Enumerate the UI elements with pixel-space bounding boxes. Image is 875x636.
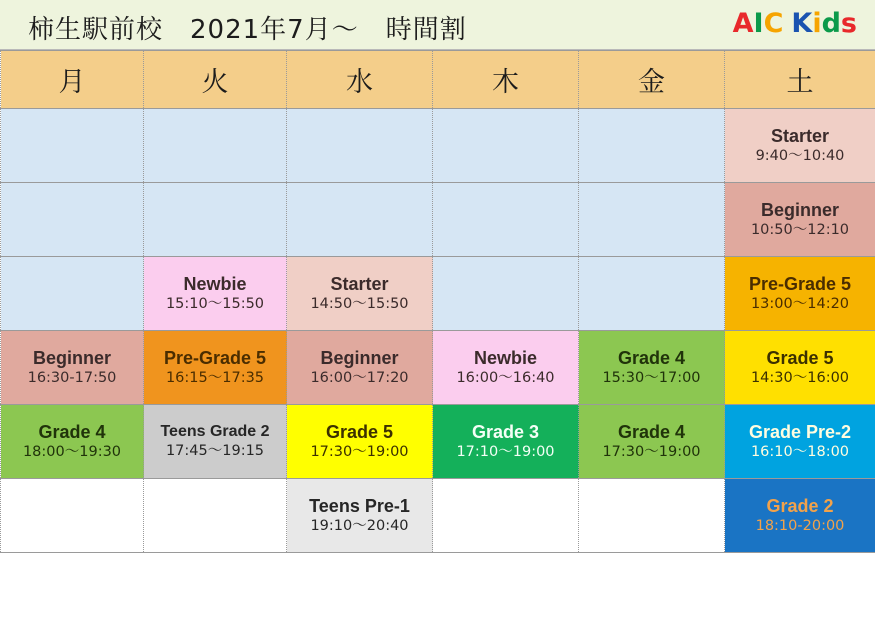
class-time-label: 17:30〜19:00 (602, 444, 701, 461)
timetable-header-row (1, 51, 875, 109)
class-time-label: 14:30〜16:00 (750, 370, 850, 387)
class-cell[interactable] (1, 405, 144, 479)
day-header-thu: 木 (433, 51, 579, 109)
class-time-label: 17:10〜19:00 (456, 444, 555, 461)
class-cell[interactable] (579, 331, 725, 405)
empty-cell (433, 479, 579, 553)
class-cell[interactable] (144, 257, 287, 331)
table-row (1, 479, 875, 553)
class-level-label: Pre-Grade 5 (163, 347, 267, 368)
empty-cell (579, 183, 725, 257)
class-level-label: Pre-Grade 5 (748, 273, 852, 294)
class-time-label: 18:10-20:00 (755, 518, 845, 535)
class-time-label: 16:00〜16:40 (456, 370, 555, 387)
class-time-label: 16:00〜17:20 (310, 370, 409, 387)
class-cell[interactable] (725, 479, 875, 553)
class-level-label: Newbie (473, 347, 538, 368)
class-level-label: Beginner (320, 347, 399, 368)
class-time-label: 15:10〜15:50 (165, 296, 265, 313)
class-time-label: 16:30-17:50 (27, 370, 117, 387)
table-row (1, 183, 875, 257)
logo-letter-i2: i (812, 8, 822, 39)
table-row (1, 257, 875, 331)
class-time-label: 19:10〜20:40 (310, 518, 409, 535)
logo-letter-a: A (732, 8, 754, 39)
class-level-label: Newbie (183, 273, 247, 294)
class-cell[interactable] (287, 479, 433, 553)
table-row (1, 109, 875, 183)
empty-cell (579, 109, 725, 183)
page-title: 柿生駅前校 2021年7月〜 時間割 (28, 15, 467, 45)
class-level-label: Grade 2 (766, 495, 834, 516)
class-level-label: Grade 4 (38, 421, 106, 442)
class-cell[interactable] (579, 405, 725, 479)
class-cell[interactable] (144, 331, 287, 405)
class-time-label: 9:40〜10:40 (755, 148, 845, 165)
class-level-label: Beginner (32, 347, 111, 368)
class-level-label: Grade 4 (617, 421, 686, 442)
table-row (1, 331, 875, 405)
empty-cell (1, 109, 144, 183)
class-time-label: 18:00〜19:30 (22, 444, 122, 461)
logo-letter-c: C (763, 8, 784, 39)
class-level-label: Teens Grade 2 (160, 423, 270, 441)
empty-cell (579, 257, 725, 331)
empty-cell (1, 479, 144, 553)
class-cell[interactable] (725, 109, 875, 183)
timetable (0, 50, 875, 553)
class-level-label: Grade 3 (471, 421, 540, 442)
class-level-label: Beginner (760, 199, 839, 220)
class-level-label: Starter (770, 125, 830, 146)
class-level-label: Teens Pre-1 (309, 495, 410, 516)
day-header-mon: 月 (1, 51, 144, 109)
day-header-sat: 土 (725, 51, 875, 109)
class-level-label: Grade 4 (617, 347, 686, 368)
day-header-tue: 火 (144, 51, 287, 109)
class-cell[interactable] (725, 183, 875, 257)
class-time-label: 14:50〜15:50 (310, 296, 409, 313)
class-level-label: Starter (330, 273, 389, 294)
logo-letter-i: I (753, 8, 764, 39)
class-cell[interactable] (433, 331, 579, 405)
page-header (0, 0, 875, 50)
day-header-wed: 水 (287, 51, 433, 109)
class-time-label: 15:30〜17:00 (602, 370, 701, 387)
class-cell[interactable] (725, 257, 875, 331)
empty-cell (1, 257, 144, 331)
logo-letter-k: K (791, 8, 813, 39)
class-time-label: 17:30〜19:00 (310, 444, 409, 461)
logo-letter-s: s (840, 8, 857, 39)
class-cell[interactable] (144, 405, 287, 479)
class-cell[interactable] (1, 331, 144, 405)
class-time-label: 16:10〜18:00 (750, 444, 850, 461)
class-cell[interactable] (433, 405, 579, 479)
empty-cell (579, 479, 725, 553)
day-header-fri: 金 (579, 51, 725, 109)
class-cell[interactable] (725, 331, 875, 405)
aic-kids-logo (733, 8, 857, 39)
timetable-body (1, 109, 875, 553)
class-time-label: 10:50〜12:10 (750, 222, 850, 239)
class-time-label: 16:15〜17:35 (165, 370, 265, 387)
class-level-label: Grade 5 (325, 421, 394, 442)
empty-cell (1, 183, 144, 257)
class-time-label: 13:00〜14:20 (750, 296, 850, 313)
class-cell[interactable] (287, 405, 433, 479)
class-cell[interactable] (725, 405, 875, 479)
class-cell[interactable] (287, 331, 433, 405)
class-level-label: Grade Pre-2 (748, 421, 852, 442)
logo-letter-d: d (821, 8, 841, 39)
class-level-label: Grade 5 (766, 347, 834, 368)
class-time-label: 17:45〜19:15 (165, 443, 265, 460)
empty-cell (433, 183, 579, 257)
empty-cell (433, 257, 579, 331)
table-row (1, 405, 875, 479)
empty-cell (144, 479, 287, 553)
class-cell[interactable] (287, 257, 433, 331)
empty-cell (144, 183, 287, 257)
empty-cell (433, 109, 579, 183)
empty-cell (144, 109, 287, 183)
empty-cell (287, 109, 433, 183)
empty-cell (287, 183, 433, 257)
